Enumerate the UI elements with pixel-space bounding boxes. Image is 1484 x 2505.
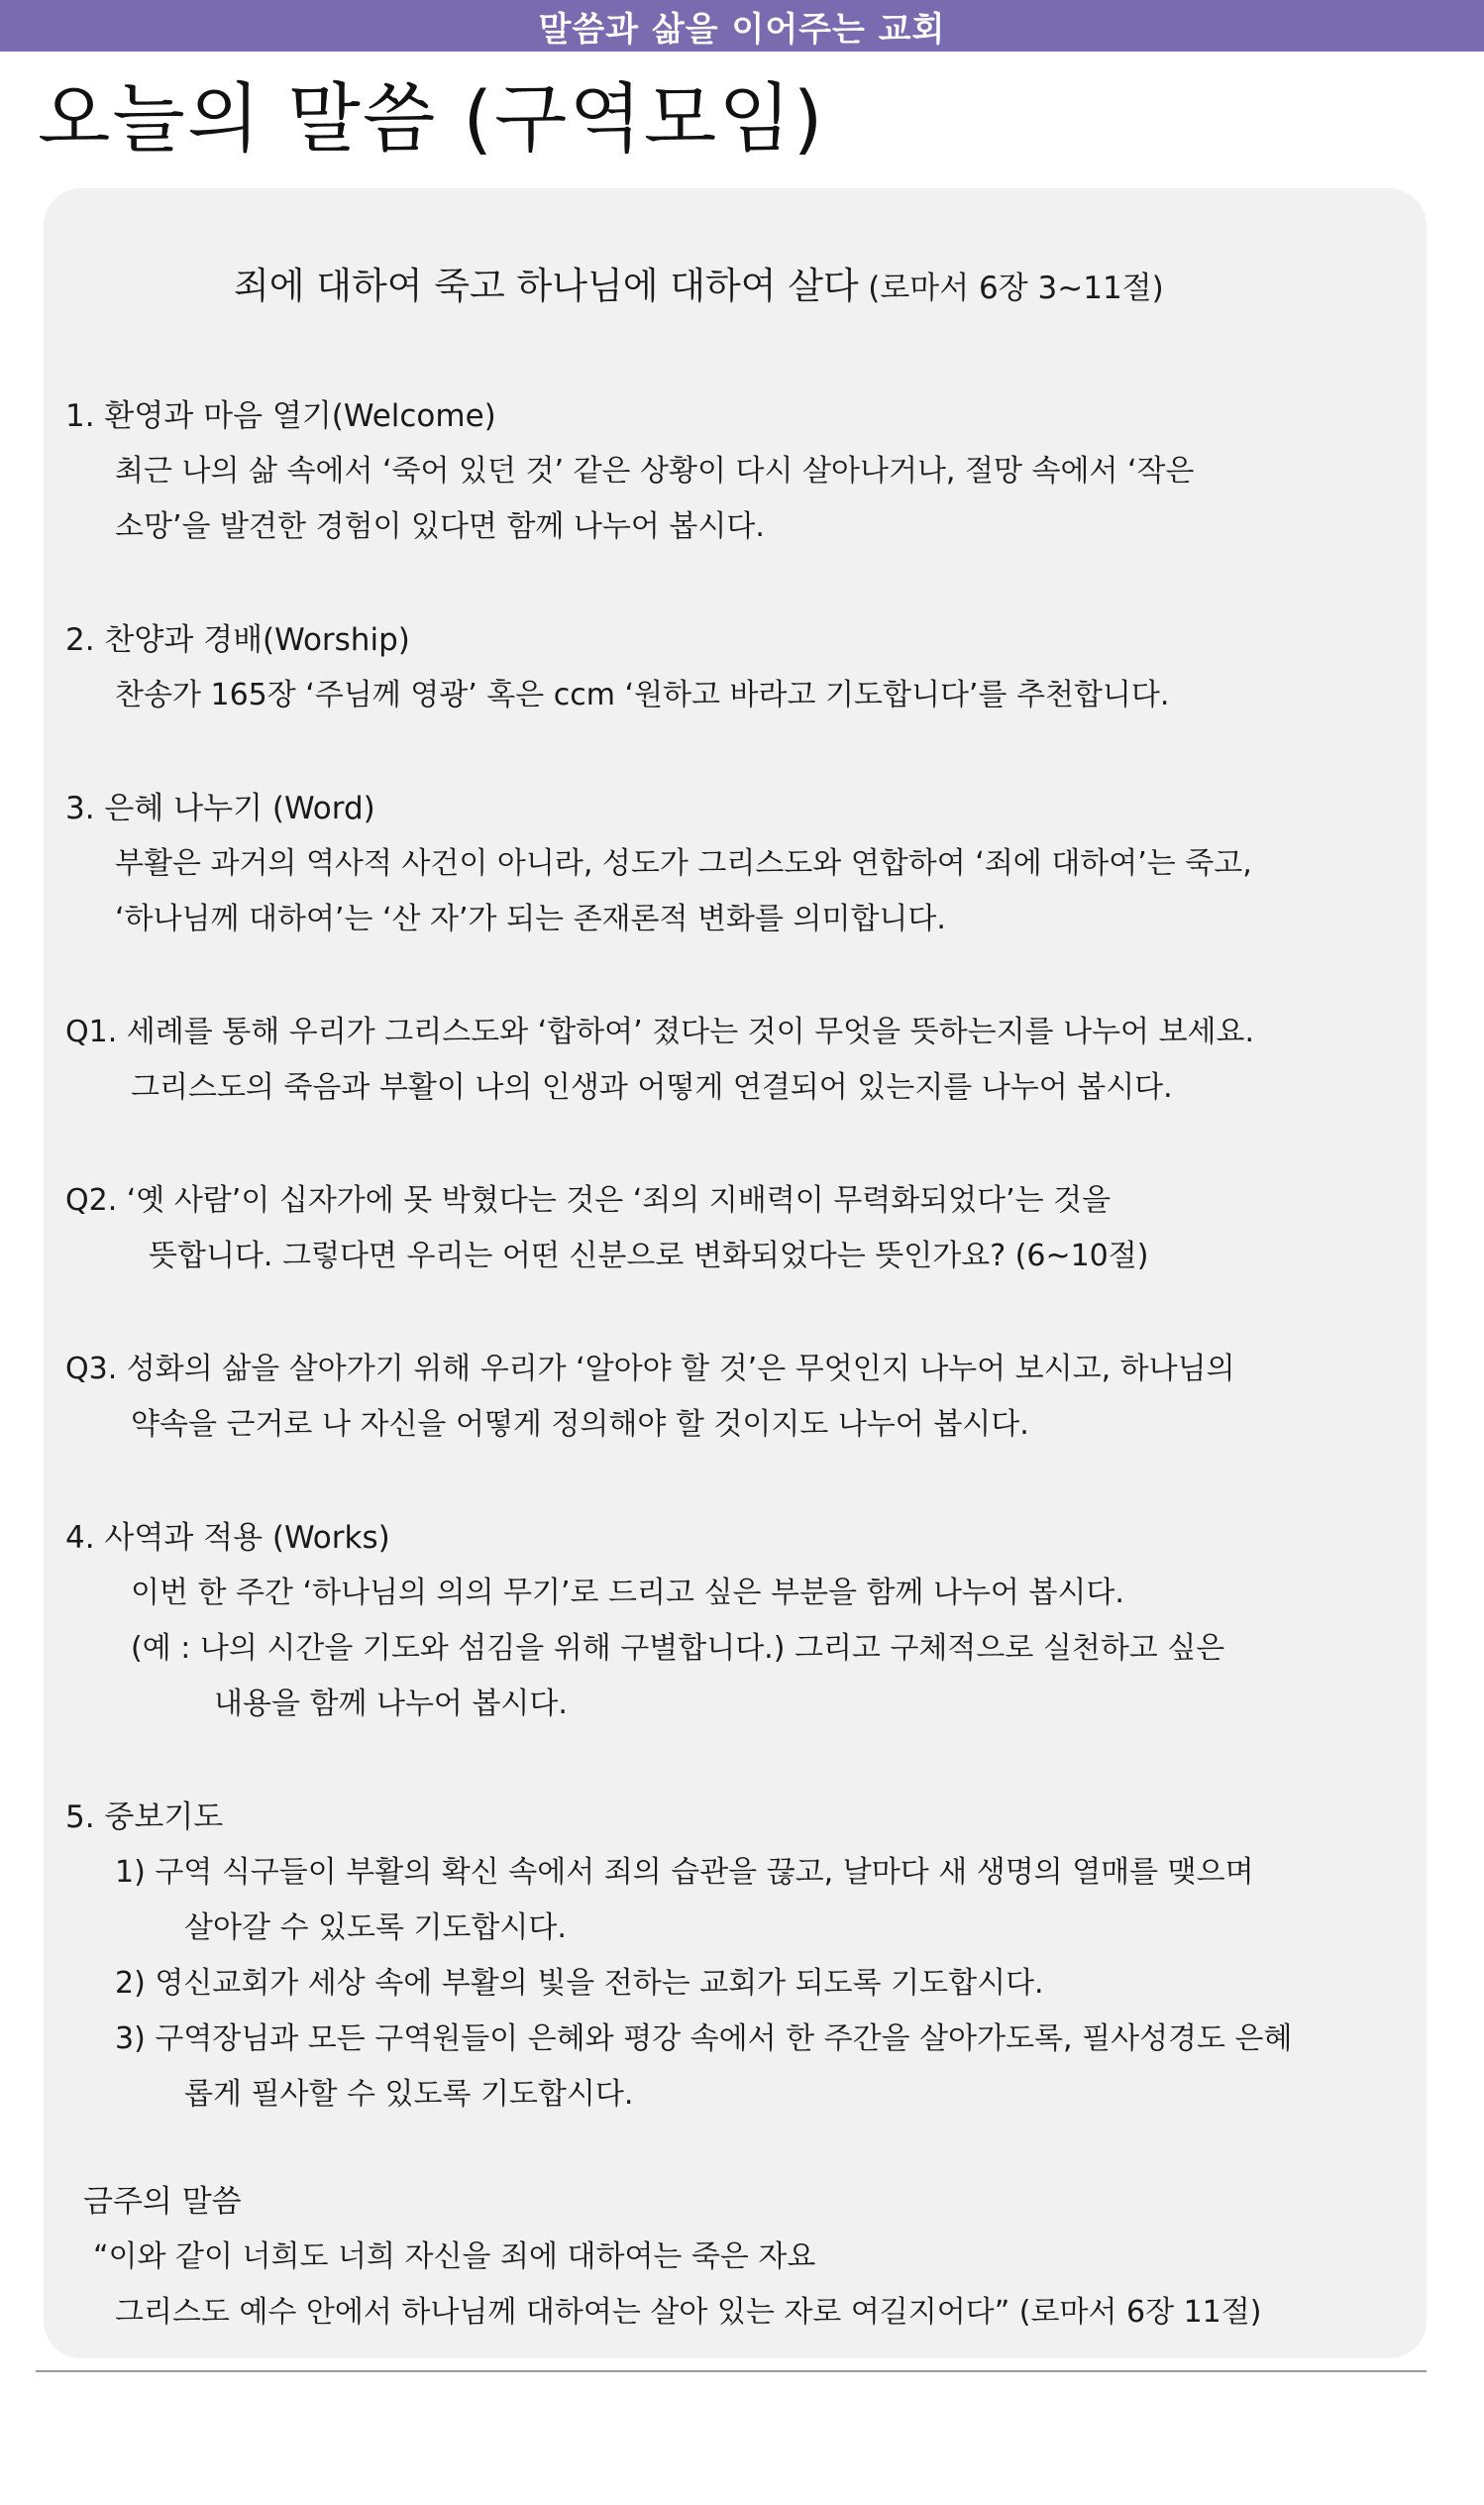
works-line: (예 : 나의 시간을 기도와 섬김을 위해 구별합니다.) 그리고 구체적으로 실천하고 싶은 (131, 1631, 1225, 1666)
works-line: 이번 한 주간 ‘하나님의 의의 무기’로 드리고 싶은 부분을 함께 나누어 봅시다. (131, 1576, 1124, 1610)
banner-text: 말씀과 삶을 이어주는 교회 (538, 9, 946, 50)
welcome-line: 소망’을 발견한 경험이 있다면 함께 나누어 봅시다. (115, 509, 765, 544)
church-banner (0, 0, 1484, 52)
section-heading-prayer: 5. 중보기도 (65, 1799, 224, 1835)
question-2-line: 뜻합니다. 그렇다면 우리는 어떤 신분으로 변화되었다는 뜻인가요? (6~10절) (149, 1239, 1149, 1273)
worship-line: 찬송가 165장 ‘주님께 영광’ 혹은 ccm ‘원하고 바라고 기도합니다’를 추천합니다. (115, 678, 1170, 712)
word-line: 부활은 과거의 역사적 사건이 아니라, 성도가 그리스도와 연합하여 ‘죄에 대하여’는 죽고, (115, 846, 1252, 881)
sermon-subject (234, 262, 1164, 314)
question-2: Q2. ‘옛 사람’이 십자가에 못 박혔다는 것은 ‘죄의 지배력이 무력화되었다’는 것을 (65, 1183, 1112, 1218)
verse-heading: 금주의 말씀 (83, 2184, 242, 2220)
question-1-line: 그리스도의 죽음과 부활이 나의 인생과 어떻게 연결되어 있는지를 나누어 봅시다. (131, 1070, 1173, 1105)
verse-line: “이와 같이 너희도 너희 자신을 죄에 대하여는 죽은 자요 (93, 2239, 816, 2274)
word-line: ‘하나님께 대하여’는 ‘산 자’가 되는 존재론적 변화를 의미합니다. (115, 902, 946, 936)
section-heading-welcome: 1. 환영과 마음 열기(Welcome) (65, 398, 496, 434)
section-heading-worship: 2. 찬양과 경배(Worship) (65, 622, 410, 658)
sermon-title: 죄에 대하여 죽고 하나님에 대하여 살다 (234, 265, 859, 307)
prayer-item-1: 1) 구역 식구들이 부활의 확신 속에서 죄의 습관을 끊고, 날마다 새 생명의 열매를 맺으며 (115, 1855, 1254, 1890)
sermon-reference: (로마서 6장 3~11절) (868, 271, 1164, 306)
prayer-item-2: 2) 영신교회가 세상 속에 부활의 빛을 전하는 교회가 되도록 기도합시다. (115, 1966, 1044, 2001)
section-heading-works: 4. 사역과 적용 (Works) (65, 1520, 390, 1556)
page-title: 오늘의 말씀 (구역모임) (38, 74, 825, 163)
prayer-item-3-cont: 롭게 필사할 수 있도록 기도합시다. (184, 2077, 634, 2112)
prayer-item-1-cont: 살아갈 수 있도록 기도합시다. (184, 1910, 567, 1945)
bottom-divider (36, 2370, 1427, 2372)
section-heading-word: 3. 은혜 나누기 (Word) (65, 791, 375, 826)
prayer-item-3: 3) 구역장님과 모든 구역원들이 은혜와 평강 속에서 한 주간을 살아가도록, 필사성경도 은혜 (115, 2021, 1293, 2056)
question-1: Q1. 세례를 통해 우리가 그리스도와 ‘합하여’ 졌다는 것이 무엇을 뜻하는지를 나누어 보세요. (65, 1015, 1255, 1049)
verse-line: 그리스도 예수 안에서 하나님께 대하여는 살아 있는 자로 여길지어다” (로마서 6장 11절) (115, 2295, 1262, 2330)
question-3: Q3. 성화의 삶을 살아가기 위해 우리가 ‘알아야 할 것’은 무엇인지 나누어 보시고, 하나님의 (65, 1352, 1235, 1386)
welcome-line: 최근 나의 삶 속에서 ‘죽어 있던 것’ 같은 상황이 다시 살아나거나, 절망 속에서 ‘작은 (115, 454, 1195, 489)
works-line: 내용을 함께 나누어 봅시다. (214, 1687, 568, 1721)
question-3-line: 약속을 근거로 나 자신을 어떻게 정의해야 할 것이지도 나누어 봅시다. (131, 1407, 1029, 1442)
